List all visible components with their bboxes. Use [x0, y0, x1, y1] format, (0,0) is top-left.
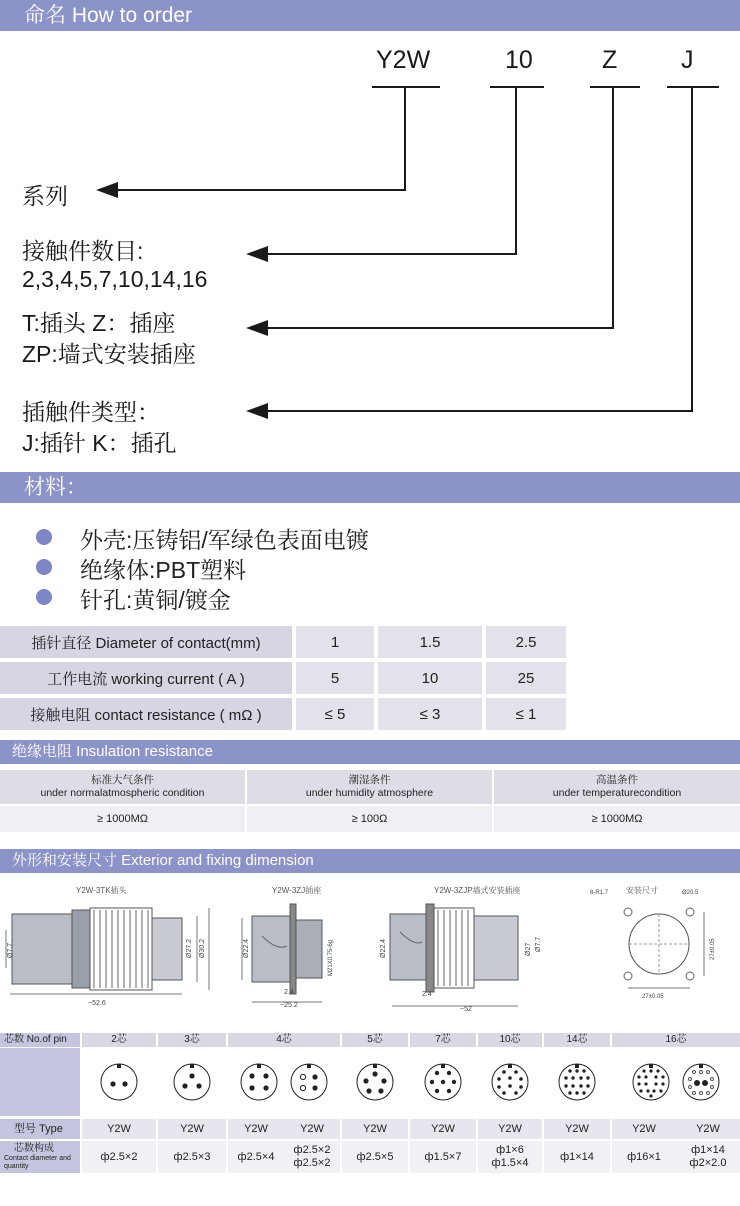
- pin-qty: ф2.5×2 ф2.5×2: [284, 1141, 340, 1173]
- bullet-icon: [36, 529, 52, 545]
- pin-count: 2芯: [82, 1033, 156, 1047]
- insulation-col-en: under humidity atmosphere: [305, 787, 434, 799]
- dim-label: 8-R1.7: [590, 890, 609, 896]
- spec-value: 25: [486, 662, 566, 694]
- pin-qty-label: [0, 1141, 80, 1173]
- pin-type: Y2W: [82, 1119, 156, 1139]
- mounting-drawing: [586, 880, 726, 1006]
- drawing-caption: Y2W-3ZJP墙式安装插座: [434, 886, 521, 895]
- pin-type: Y2W: [676, 1119, 740, 1139]
- pin-count: 4芯: [228, 1033, 340, 1047]
- spec-label-resistance: 接触电阻 contact resistance ( mΩ ): [0, 698, 292, 730]
- pin-type: Y2W: [612, 1119, 676, 1139]
- drawing-caption: 安装尺寸: [626, 886, 658, 895]
- underline-series: [372, 86, 440, 88]
- wall-socket-drawing: [372, 896, 550, 1012]
- material-item: 外壳:压铸铝/军绿色表面电镀: [80, 527, 369, 553]
- connector-series-v: [404, 86, 406, 191]
- section-header-how-to-order: 命名 How to order: [0, 0, 740, 31]
- pin-layout-2-icon: [99, 1062, 139, 1102]
- pin-type-label: 型号 Type: [0, 1119, 80, 1139]
- pin-qty-label-en: Contact diameter and quantity: [4, 1155, 71, 1170]
- pin-layout-cell: [228, 1048, 340, 1116]
- label-contacts: 接触件数目:: [22, 238, 144, 264]
- pin-count: 3芯: [158, 1033, 226, 1047]
- pin-type: Y2W: [410, 1119, 476, 1139]
- insulation-col-cn: 潮湿条件: [348, 774, 391, 786]
- connector-contacts-h: [268, 253, 517, 255]
- label-contact-type-values: J:插针 K：插孔: [22, 430, 177, 456]
- label-contacts-values: 2,3,4,5,7,10,14,16: [22, 266, 208, 292]
- code-type: Z: [602, 46, 618, 74]
- pin-layout-cell: [82, 1048, 156, 1116]
- pin-qty: ф2.5×5: [342, 1141, 408, 1173]
- dim-label: ~52.6: [88, 1000, 106, 1007]
- pin-type: Y2W: [158, 1119, 226, 1139]
- dim-label: M21X0.75-6g: [328, 939, 334, 976]
- dim-label: Ø7.7: [7, 942, 14, 958]
- pin-type: Y2W: [228, 1119, 284, 1139]
- arrow-contacts: [246, 246, 268, 262]
- pin-layout-7-icon: [423, 1062, 463, 1102]
- insulation-value: ≥ 100Ω: [247, 806, 492, 832]
- pin-qty: ф2.5×4: [228, 1141, 284, 1173]
- connector-series-h: [118, 189, 406, 191]
- spec-value: 2.5: [486, 626, 566, 658]
- pin-type: Y2W: [342, 1119, 408, 1139]
- pin-type: Y2W: [544, 1119, 610, 1139]
- socket-drawing: [232, 896, 342, 1008]
- pin-layout-4-mixed-icon: [289, 1062, 329, 1102]
- connector-type-h: [268, 327, 614, 329]
- insulation-col-en: under normalatmospheric condition: [40, 787, 205, 799]
- section-header-exterior: 外形和安装尺寸 Exterior and fixing dimension: [0, 849, 740, 873]
- pin-layout-cell: [410, 1048, 476, 1116]
- pin-layout-10-icon: [490, 1062, 530, 1102]
- dim-label: Ø20.5: [682, 890, 699, 896]
- insulation-col-cn: 高温条件: [596, 774, 638, 786]
- dim-label: Ø7.7: [535, 936, 542, 952]
- label-series: 系列: [22, 183, 68, 209]
- pin-qty: ф2.5×3: [158, 1141, 226, 1173]
- dim-label: 27±0.05: [642, 994, 664, 1000]
- dim-label: 2.4: [422, 991, 432, 998]
- insulation-col-humidity: [247, 770, 492, 804]
- dim-label: 2.4: [284, 989, 294, 996]
- pin-layout-cell: [612, 1048, 740, 1116]
- pin-image-label-cell: [0, 1048, 80, 1116]
- pin-header-label: 芯数 No.of pin: [0, 1033, 80, 1047]
- insulation-value: ≥ 1000MΩ: [494, 806, 740, 832]
- label-type-line1: T:插头 Z：插座: [22, 310, 176, 336]
- spec-value: ≤ 3: [378, 698, 482, 730]
- dim-label: Ø27: [525, 942, 532, 956]
- section-header-insulation: 绝缘电阻 Insulation resistance: [0, 740, 740, 764]
- bullet-icon: [36, 589, 52, 605]
- code-contact-type: J: [681, 46, 694, 74]
- pin-qty: ф1.5×7: [410, 1141, 476, 1173]
- pin-qty: ф16×1: [612, 1141, 676, 1173]
- pin-type: Y2W: [478, 1119, 542, 1139]
- underline-contact-type: [667, 86, 719, 88]
- spec-value: ≤ 5: [296, 698, 374, 730]
- dim-label: Ø22.4: [243, 938, 250, 958]
- arrow-contact-type: [246, 403, 268, 419]
- insulation-col-en: under temperaturecondition: [552, 787, 682, 799]
- dim-label: Ø27.2: [186, 938, 193, 958]
- dim-label: Ø22.4: [380, 938, 387, 958]
- spec-value: 1.5: [378, 626, 482, 658]
- code-contacts: 10: [505, 46, 533, 74]
- pin-layout-3-icon: [172, 1062, 212, 1102]
- pin-layout-16-icon: [631, 1062, 671, 1102]
- pin-count: 7芯: [410, 1033, 476, 1047]
- dim-label: 27±0.05: [710, 938, 716, 960]
- drawing-caption: Y2W-3ZJ插座: [272, 886, 322, 895]
- label-contact-type: 插触件类型：: [22, 399, 160, 425]
- connector-contacts-v: [515, 86, 517, 255]
- pin-qty: ф2.5×2: [82, 1141, 156, 1173]
- pin-qty-label-cn: 芯数构成: [14, 1143, 54, 1154]
- dim-label: ~25.2: [280, 1002, 298, 1008]
- bullet-icon: [36, 559, 52, 575]
- spec-value: 10: [378, 662, 482, 694]
- label-type-line2: ZP:墙式安装插座: [22, 341, 196, 367]
- insulation-value: ≥ 1000MΩ: [0, 806, 245, 832]
- drawing-caption: Y2W-3TK插头: [76, 886, 127, 895]
- section-header-materials: 材料：: [0, 472, 740, 503]
- pin-layout-4-icon: [239, 1062, 279, 1102]
- pin-type: Y2W: [284, 1119, 340, 1139]
- connector-contact-type-v: [691, 86, 693, 412]
- material-item: 针孔:黄铜/镀金: [80, 587, 231, 613]
- spec-value: ≤ 1: [486, 698, 566, 730]
- spec-label-diameter: 插针直径 Diameter of contact(mm): [0, 626, 292, 658]
- pin-layout-cell: [478, 1048, 542, 1116]
- connector-contact-type-h: [268, 410, 693, 412]
- pin-count: 14芯: [544, 1033, 610, 1047]
- pin-layout-cell: [342, 1048, 408, 1116]
- dim-label: Ø30.2: [199, 938, 206, 958]
- insulation-col-normal: [0, 770, 245, 804]
- underline-type: [590, 86, 640, 88]
- spec-label-current: 工作电流 working current ( A ): [0, 662, 292, 694]
- pin-layout-16-mixed-icon: [681, 1062, 721, 1102]
- insulation-col-temperature: [494, 770, 740, 804]
- pin-count: 16芯: [612, 1033, 740, 1047]
- pin-count: 10芯: [478, 1033, 542, 1047]
- dim-label: ~52: [460, 1006, 472, 1012]
- underline-contacts: [490, 86, 544, 88]
- connector-type-v: [612, 86, 614, 329]
- plug-drawing: [2, 896, 224, 1008]
- pin-count: 5芯: [342, 1033, 408, 1047]
- spec-value: 1: [296, 626, 374, 658]
- pin-qty: ф1×6 ф1.5×4: [478, 1141, 542, 1173]
- pin-layout-cell: [158, 1048, 226, 1116]
- arrow-type: [246, 320, 268, 336]
- insulation-col-cn: 标准大气条件: [91, 774, 154, 786]
- pin-layout-cell: [544, 1048, 610, 1116]
- spec-value: 5: [296, 662, 374, 694]
- pin-layout-5-icon: [355, 1062, 395, 1102]
- pin-layout-14-icon: [557, 1062, 597, 1102]
- code-series: Y2W: [376, 46, 431, 74]
- pin-qty: ф1×14: [544, 1141, 610, 1173]
- arrow-series: [96, 182, 118, 198]
- pin-qty: ф1×14 ф2×2.0: [676, 1141, 740, 1173]
- material-item: 绝缘体:PBT塑料: [80, 557, 247, 583]
